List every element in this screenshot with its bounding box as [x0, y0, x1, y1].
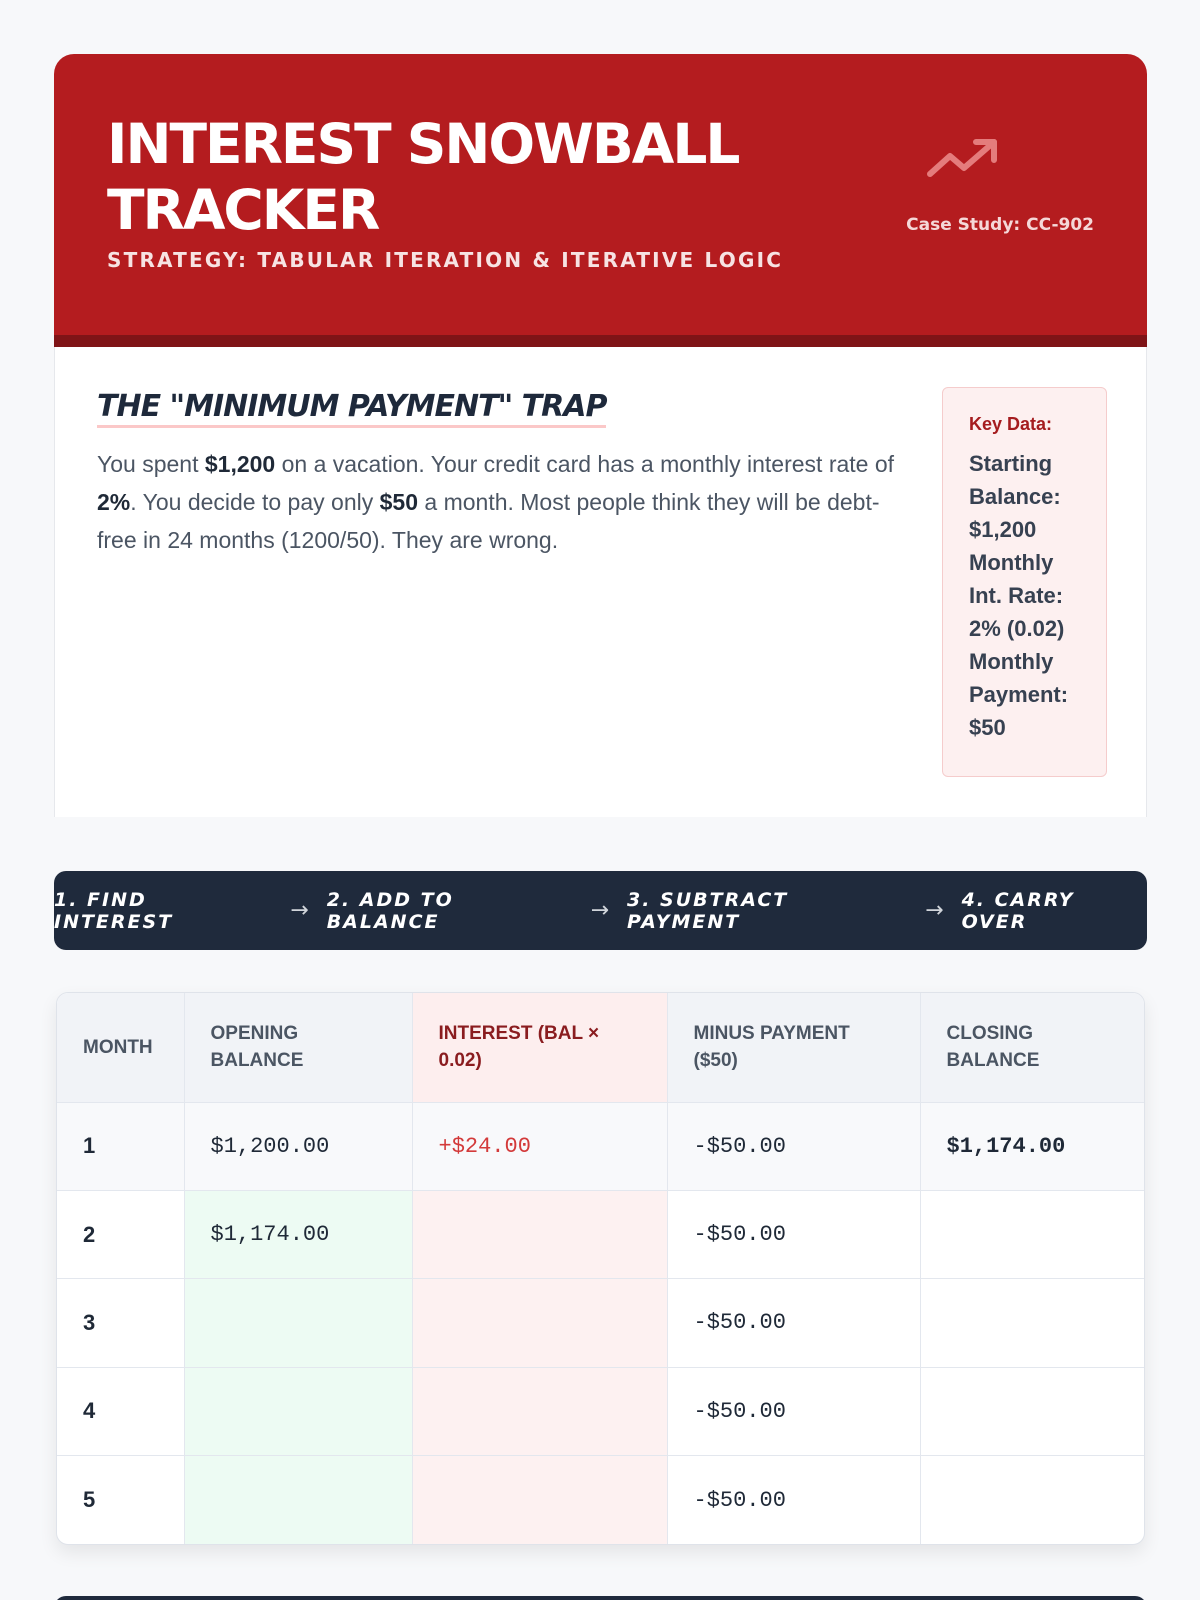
opening-balance-cell[interactable] [184, 1279, 412, 1367]
page-subtitle: STRATEGY: TABULAR ITERATION & ITERATIVE LOGIC [107, 248, 784, 272]
opening-balance-cell[interactable]: $1,174.00 [184, 1190, 412, 1278]
balance-table [56, 992, 1145, 1545]
key-data-line: Starting Balance: $1,200 [969, 451, 1061, 542]
interest-cell: +$24.00 [412, 1102, 667, 1190]
table-row [57, 1102, 1145, 1190]
key-data-label: Key Data: [969, 414, 1053, 434]
payment-cell: -$50.00 [667, 1456, 920, 1544]
page-title: INTEREST SNOWBALL TRACKER [107, 112, 739, 242]
payment-cell: -$50.00 [667, 1190, 920, 1278]
table-row [57, 1279, 1145, 1367]
step-label: 3. SUBTRACT PAYMENT [627, 888, 789, 933]
intro-card [54, 347, 1147, 817]
month-cell: 4 [57, 1367, 184, 1455]
closing-balance-cell[interactable] [920, 1456, 1145, 1544]
table-row [57, 1456, 1145, 1544]
key-data-box [942, 387, 1107, 777]
payment-cell: -$50.00 [667, 1102, 920, 1190]
interest-cell[interactable] [412, 1367, 667, 1455]
column-header-opening: OPENING BALANCE [184, 993, 412, 1102]
column-header-closing: CLOSING BALANCE [920, 993, 1145, 1102]
arrow-right-icon: → [290, 898, 309, 923]
steps-bar [54, 871, 1147, 950]
payment-cell: -$50.00 [667, 1279, 920, 1367]
interest-cell[interactable] [412, 1190, 667, 1278]
month-cell: 3 [57, 1279, 184, 1367]
footer-bar [54, 1596, 1147, 1600]
column-header-interest: INTEREST (BAL × 0.02) [412, 993, 667, 1102]
step-label: 1. FIND INTEREST [54, 888, 174, 933]
payment-amount: $50 [379, 489, 418, 515]
table-row [57, 1367, 1145, 1455]
month-cell: 1 [57, 1102, 184, 1190]
spent-amount: $1,200 [204, 451, 276, 477]
month-cell: 2 [57, 1190, 184, 1278]
step-label: 2. ADD TO BALANCE [326, 888, 454, 933]
column-header-month: MONTH [57, 993, 184, 1102]
payment-cell: -$50.00 [667, 1367, 920, 1455]
interest-cell[interactable] [412, 1456, 667, 1544]
closing-balance-cell[interactable] [920, 1367, 1145, 1455]
column-header-payment: MINUS PAYMENT ($50) [667, 993, 920, 1102]
key-data-line: Monthly Int. Rate: 2% (0.02) [969, 550, 1065, 641]
interest-rate: 2% [97, 489, 131, 515]
opening-balance-cell[interactable] [184, 1367, 412, 1455]
opening-balance-cell: $1,200.00 [184, 1102, 412, 1190]
key-data-line: Monthly Payment: $50 [969, 649, 1069, 740]
case-study-label: Case Study: CC-902 [906, 215, 1094, 235]
table-row [57, 1190, 1145, 1278]
month-cell: 5 [57, 1456, 184, 1544]
trending-up-icon [924, 134, 1004, 182]
closing-balance-cell: $1,174.00 [920, 1102, 1145, 1190]
header-banner [54, 54, 1147, 347]
arrow-right-icon: → [925, 898, 944, 923]
section-heading: THE "MINIMUM PAYMENT" TRAP [97, 389, 606, 428]
table-header-row [57, 993, 1145, 1102]
closing-balance-cell[interactable] [920, 1279, 1145, 1367]
opening-balance-cell[interactable] [184, 1456, 412, 1544]
step-label: 4. CARRY OVER [961, 888, 1075, 933]
closing-balance-cell[interactable] [920, 1190, 1145, 1278]
intro-paragraph: You spent $1,200 on a vacation. Your credit card has a monthly interest rate of 2%. You decide to pay only $50 a month. Most people think they will be debt-free in 24 months (1200/50). They are wrong. [97, 451, 895, 553]
interest-cell[interactable] [412, 1279, 667, 1367]
arrow-right-icon: → [590, 898, 609, 923]
